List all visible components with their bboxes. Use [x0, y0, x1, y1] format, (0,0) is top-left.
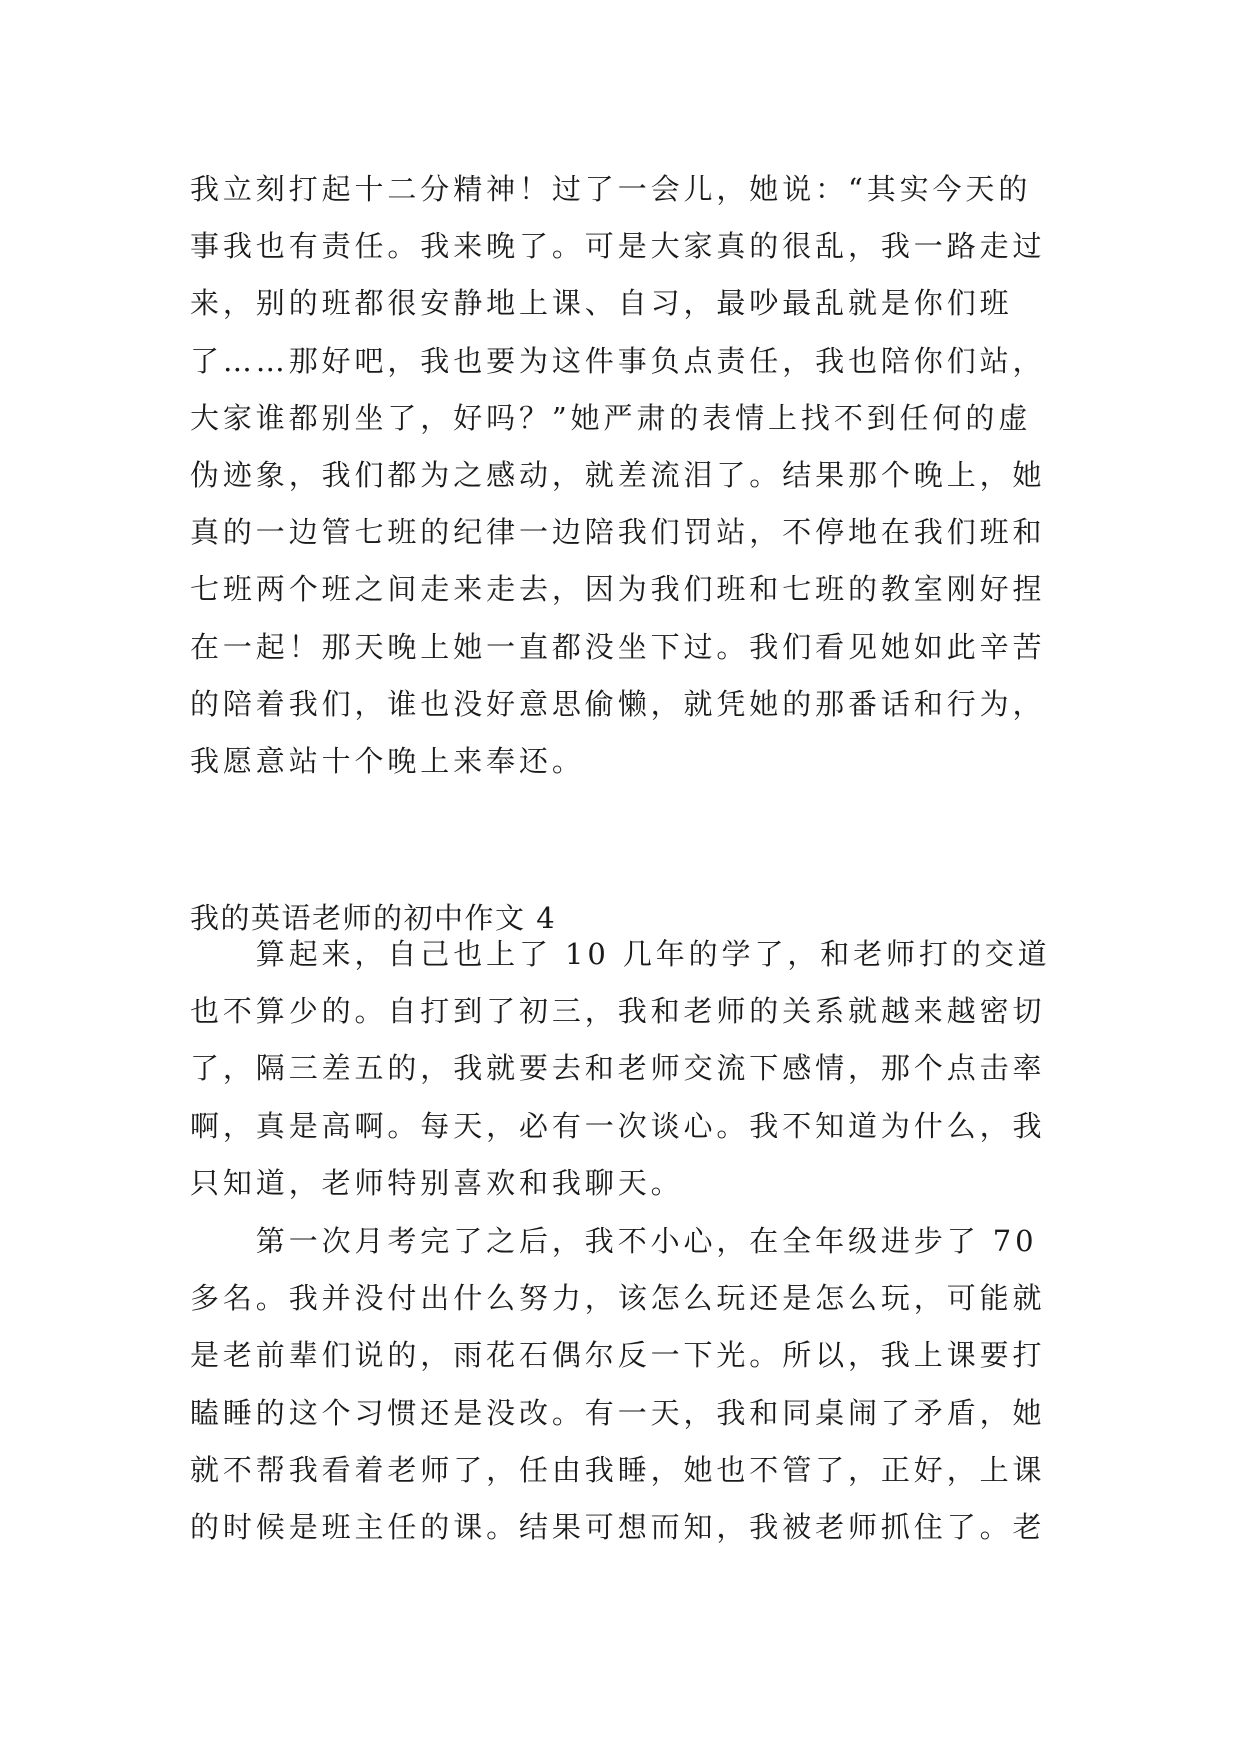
paragraph-line: 七班两个班之间走来走去，因为我们班和七班的教室刚好捏 — [190, 572, 1046, 607]
paragraph-line: 真的一边管七班的纪律一边陪我们罚站，不停地在我们班和 — [190, 515, 1046, 550]
paragraph-line: 是老前辈们说的，雨花石偶尔反一下光。所以，我上课要打 — [190, 1338, 1046, 1373]
paragraph-line: 只知道，老师特别喜欢和我聊天。 — [190, 1165, 684, 1200]
paragraph-line: 第一次月考完了之后，我不小心，在全年级进步了 70 — [190, 1224, 1038, 1258]
paragraph-line: 算起来，自己也上了 10 几年的学了，和老师打的交道 — [190, 937, 1051, 971]
paragraph-line: 也不算少的。自打到了初三，我和老师的关系就越来越密切 — [190, 994, 1046, 1029]
heading-text: 我的英语老师的初中作文 4 — [190, 901, 557, 935]
paragraph-line: 的时候是班主任的课。结果可想而知，我被老师抓住了。老 — [190, 1509, 1046, 1544]
paragraph-line: 瞌睡的这个习惯还是没改。有一天，我和同桌闹了矛盾，她 — [190, 1395, 1046, 1430]
paragraph-line: 了，隔三差五的，我就要去和老师交流下感情，那个点击率 — [190, 1051, 1046, 1086]
paragraph-1 — [190, 161, 1050, 790]
paragraph-2 — [190, 926, 1050, 1212]
paragraph-line: 在一起！那天晚上她一直都没坐下过。我们看见她如此辛苦 — [190, 629, 1046, 664]
paragraph-line: 我愿意站十个晚上来奉还。 — [190, 743, 585, 778]
paragraph-line: 了……那好吧，我也要为这件事负点责任，我也陪你们站， — [190, 343, 1046, 378]
paragraph-line: 就不帮我看着老师了，任由我睡，她也不管了，正好，上课 — [190, 1452, 1046, 1487]
paragraph-line: 多名。我并没付出什么努力，该怎么玩还是怎么玩，可能就 — [190, 1281, 1046, 1316]
paragraph-line: 的陪着我们，谁也没好意思偷懒，就凭她的那番话和行为， — [190, 686, 1046, 721]
paragraph-line: 伪迹象，我们都为之感动，就差流泪了。结果那个晚上，她 — [190, 457, 1046, 492]
paragraph-3 — [190, 1213, 1050, 1556]
paragraph-line: 啊，真是高啊。每天，必有一次谈心。我不知道为什么，我 — [190, 1108, 1046, 1143]
paragraph-line: 来，别的班都很安静地上课、自习，最吵最乱就是你们班 — [190, 286, 1013, 321]
paragraph-line: 大家谁都别坐了，好吗？”她严肃的表情上找不到任何的虚 — [190, 400, 1032, 435]
paragraph-line: 我立刻打起十二分精神！过了一会儿，她说：“其实今天的 — [190, 172, 1032, 206]
paragraph-line: 事我也有责任。我来晚了。可是大家真的很乱，我一路走过 — [190, 229, 1046, 264]
